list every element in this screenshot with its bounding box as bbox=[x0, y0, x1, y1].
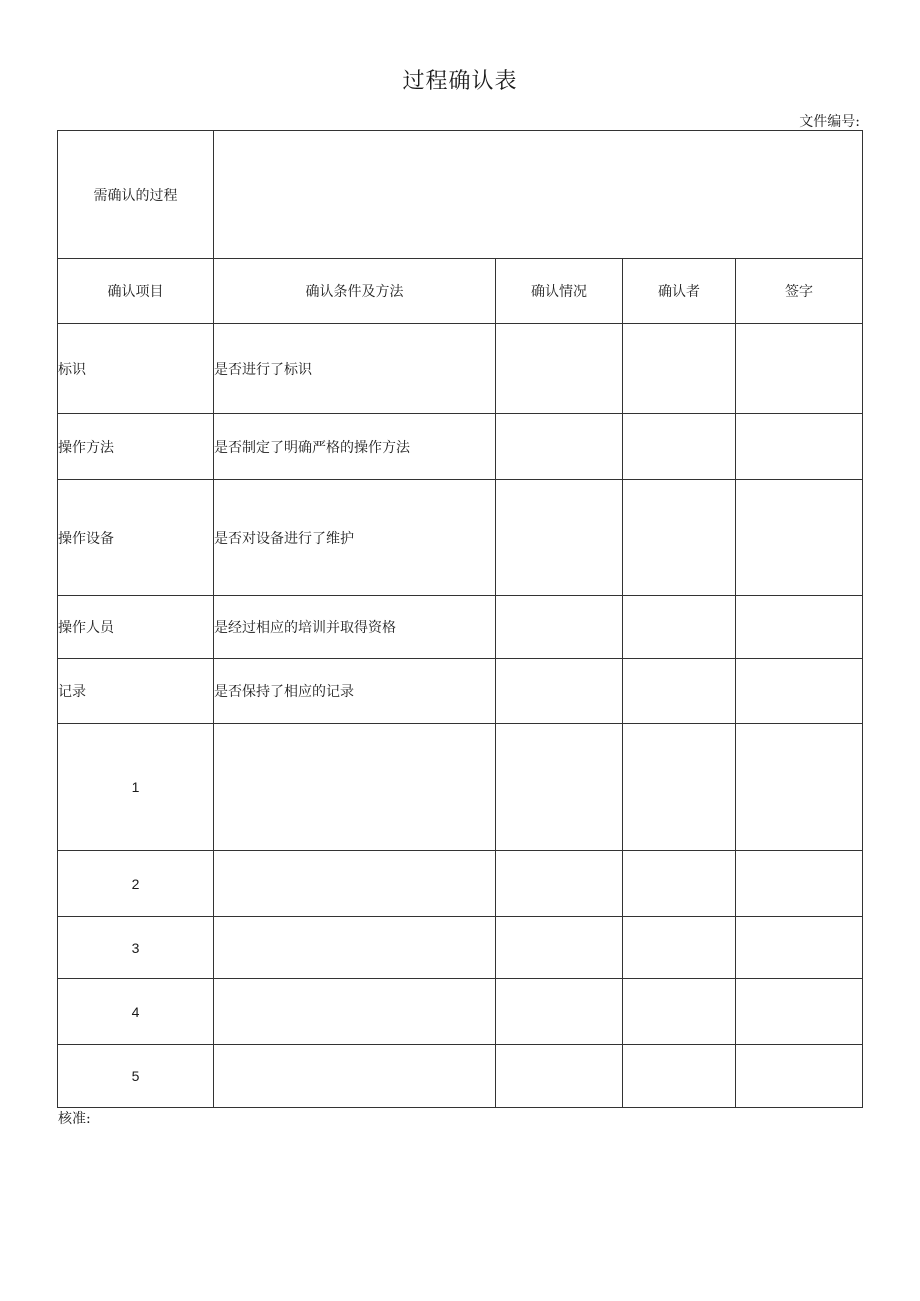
page-title: 过程确认表 bbox=[402, 69, 518, 94]
confirmer-cell[interactable] bbox=[623, 724, 736, 851]
check-item-label: 操作方法 bbox=[58, 414, 214, 480]
condition-cell[interactable] bbox=[214, 917, 496, 979]
confirmer-cell[interactable] bbox=[623, 324, 736, 414]
status-cell[interactable] bbox=[496, 659, 623, 724]
table-row bbox=[58, 659, 863, 724]
header-confirmer: 确认者 bbox=[623, 259, 736, 324]
check-item-label: 操作人员 bbox=[58, 596, 214, 659]
check-condition: 是否进行了标识 bbox=[214, 324, 496, 414]
signature-cell[interactable] bbox=[736, 979, 863, 1045]
signature-cell[interactable] bbox=[736, 480, 863, 596]
status-cell[interactable] bbox=[496, 917, 623, 979]
signature-cell[interactable] bbox=[736, 724, 863, 851]
status-cell[interactable] bbox=[496, 1045, 623, 1108]
table-row bbox=[58, 724, 863, 851]
status-cell[interactable] bbox=[496, 979, 623, 1045]
document-number-label: 文件编号: bbox=[799, 114, 860, 130]
confirmer-cell[interactable] bbox=[623, 659, 736, 724]
header-condition: 确认条件及方法 bbox=[214, 259, 496, 324]
signature-cell[interactable] bbox=[736, 324, 863, 414]
row-number: 2 bbox=[58, 851, 214, 917]
condition-cell[interactable] bbox=[214, 724, 496, 851]
status-cell[interactable] bbox=[496, 596, 623, 659]
process-value-field[interactable] bbox=[214, 131, 863, 259]
header-status: 确认情况 bbox=[496, 259, 623, 324]
check-condition: 是否保持了相应的记录 bbox=[214, 659, 496, 724]
row-number: 5 bbox=[58, 1045, 214, 1108]
signature-cell[interactable] bbox=[736, 414, 863, 480]
table-row bbox=[58, 851, 863, 917]
process-confirmation-table bbox=[57, 130, 863, 1108]
table-row bbox=[58, 596, 863, 659]
table-row bbox=[58, 1045, 863, 1108]
status-cell[interactable] bbox=[496, 480, 623, 596]
table-row bbox=[58, 979, 863, 1045]
confirmer-cell[interactable] bbox=[623, 596, 736, 659]
check-item-label: 操作设备 bbox=[58, 480, 214, 596]
row-number: 3 bbox=[58, 917, 214, 979]
status-cell[interactable] bbox=[496, 851, 623, 917]
confirmer-cell[interactable] bbox=[623, 414, 736, 480]
confirmer-cell[interactable] bbox=[623, 917, 736, 979]
table-row bbox=[58, 414, 863, 480]
signature-cell[interactable] bbox=[736, 917, 863, 979]
approval-label: 核准: bbox=[58, 1111, 91, 1127]
table-row bbox=[58, 917, 863, 979]
signature-cell[interactable] bbox=[736, 596, 863, 659]
header-signature: 签字 bbox=[736, 259, 863, 324]
row-number: 4 bbox=[58, 979, 214, 1045]
process-row bbox=[58, 131, 863, 259]
status-cell[interactable] bbox=[496, 324, 623, 414]
row-number: 1 bbox=[58, 724, 214, 851]
confirmer-cell[interactable] bbox=[623, 851, 736, 917]
process-label: 需确认的过程 bbox=[58, 131, 214, 259]
condition-cell[interactable] bbox=[214, 851, 496, 917]
status-cell[interactable] bbox=[496, 414, 623, 480]
confirmer-cell[interactable] bbox=[623, 979, 736, 1045]
check-condition: 是否制定了明确严格的操作方法 bbox=[214, 414, 496, 480]
check-item-label: 标识 bbox=[58, 324, 214, 414]
table-row bbox=[58, 324, 863, 414]
check-condition: 是否对设备进行了维护 bbox=[214, 480, 496, 596]
check-condition: 是经过相应的培训并取得资格 bbox=[214, 596, 496, 659]
header-row bbox=[58, 259, 863, 324]
status-cell[interactable] bbox=[496, 724, 623, 851]
signature-cell[interactable] bbox=[736, 1045, 863, 1108]
check-item-label: 记录 bbox=[58, 659, 214, 724]
header-item: 确认项目 bbox=[58, 259, 214, 324]
signature-cell[interactable] bbox=[736, 851, 863, 917]
confirmer-cell[interactable] bbox=[623, 480, 736, 596]
signature-cell[interactable] bbox=[736, 659, 863, 724]
condition-cell[interactable] bbox=[214, 1045, 496, 1108]
table-row bbox=[58, 480, 863, 596]
condition-cell[interactable] bbox=[214, 979, 496, 1045]
confirmer-cell[interactable] bbox=[623, 1045, 736, 1108]
